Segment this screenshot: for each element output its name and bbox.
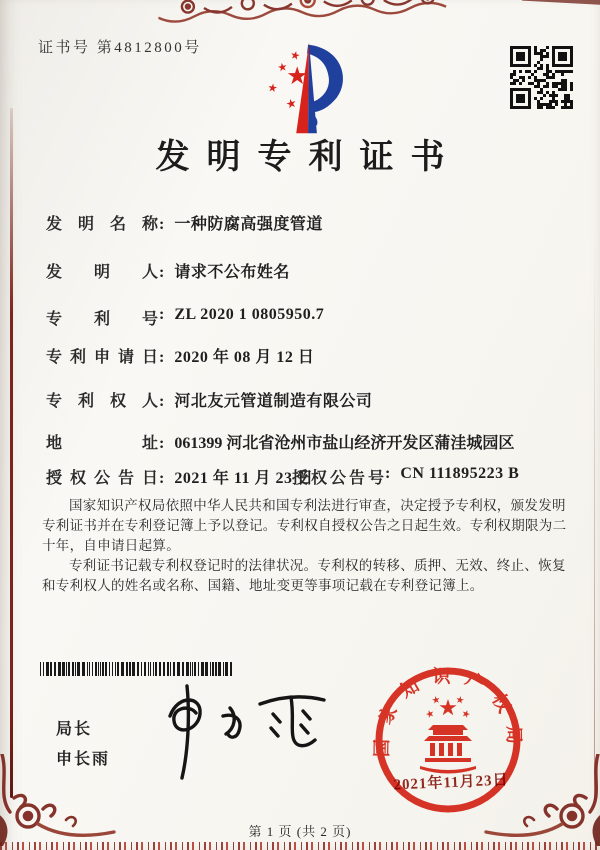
field-value: 河北友元管道制造有限公司 — [174, 393, 373, 410]
field-value: 2020 年 08 月 12 日 — [174, 349, 315, 366]
barcode-bar — [148, 662, 149, 676]
document-title: 发明专利证书 — [155, 139, 462, 176]
field-inventor — [46, 259, 290, 279]
legal-paragraph-2: 专利证书记载专利权登记时的法律状况。专利权的转移、质押、无效、终止、恢复和专利权人的姓名或名称、国籍、地址变更等事项记载在专利登记簿上。 — [42, 558, 566, 593]
field-grant — [46, 465, 520, 487]
barcode-bar — [190, 662, 191, 676]
barcode-bar — [192, 662, 193, 676]
barcode-bar — [201, 662, 204, 676]
barcode-bar — [170, 662, 171, 676]
field-value: CN 111895223 B — [400, 465, 520, 482]
colon: : — [159, 306, 165, 323]
barcode-bar — [68, 662, 70, 676]
field-label: 授权公告号 — [292, 470, 384, 487]
right-border-line — [594, 240, 596, 800]
barcode-bar — [50, 662, 52, 676]
barcode-bar — [62, 662, 65, 676]
top-right-border-fragment — [522, 0, 600, 5]
cnipa-logo-icon — [246, 38, 374, 138]
barcode-bar — [100, 662, 101, 676]
barcode-bar — [98, 662, 99, 676]
barcode-bar — [105, 662, 107, 676]
barcode-bar — [155, 662, 157, 676]
barcode — [40, 662, 240, 676]
colon: : — [159, 435, 165, 452]
field-label: 专利申请日 — [46, 349, 158, 366]
colon: : — [159, 470, 165, 487]
barcode-bar — [126, 662, 128, 676]
barcode-bar — [40, 662, 41, 676]
barcode-bar — [186, 662, 189, 676]
field-value: 061399 河北省沧州市盐山经济开发区蒲洼城园区 — [174, 435, 515, 452]
qr-code — [510, 46, 573, 109]
barcode-bar — [225, 662, 228, 676]
barcode-bar — [163, 662, 165, 676]
barcode-bar — [177, 662, 180, 676]
barcode-bar — [43, 662, 44, 676]
barcode-bar — [112, 662, 113, 676]
colon: : — [159, 264, 165, 281]
barcode-bar — [218, 662, 221, 676]
field-label: 授权公告日 — [46, 470, 158, 487]
barcode-bar — [109, 662, 110, 676]
barcode-bar — [230, 662, 232, 676]
top-border-ornament — [158, 0, 459, 26]
director-signature — [142, 676, 352, 788]
barcode-bar — [194, 662, 196, 676]
barcode-bar — [223, 662, 224, 676]
colon: : — [159, 393, 165, 410]
barcode-bar — [198, 662, 199, 676]
barcode-bar — [95, 662, 97, 676]
colon: : — [159, 349, 165, 366]
barcode-bar — [87, 662, 88, 676]
field-invention-name — [46, 211, 323, 231]
field-value: ZL 2020 1 0805950.7 — [174, 306, 325, 323]
field-label: 发明人 — [46, 264, 158, 281]
barcode-bar — [66, 662, 67, 676]
barcode-bar — [129, 662, 131, 676]
barcode-bar — [159, 662, 161, 676]
barcode-bar — [153, 662, 154, 676]
barcode-bar — [210, 662, 211, 676]
barcode-bar — [117, 662, 119, 676]
field-label: 地址 — [46, 435, 158, 452]
barcode-bar — [141, 662, 142, 676]
barcode-bar — [89, 662, 90, 676]
director-title: 局长 — [56, 721, 93, 738]
national-emblem-icon — [420, 695, 476, 773]
barcode-bar — [132, 662, 135, 676]
legal-text — [42, 496, 574, 596]
barcode-bar — [167, 662, 169, 676]
barcode-bar — [144, 662, 146, 676]
field-patentee — [46, 388, 372, 408]
barcode-bar — [46, 662, 49, 676]
barcode-bar — [150, 662, 151, 676]
barcode-bar — [58, 662, 61, 676]
barcode-bar — [121, 662, 124, 676]
barcode-bar — [102, 662, 104, 676]
seal-date-stamp: 2021年11月23日 — [393, 772, 509, 794]
barcode-bar — [212, 662, 214, 676]
legal-paragraph-1: 国家知识产权局依照中华人民共和国专利法进行审查，决定授予专利权，颁发发明专利证书并在专利登记簿上予以登记。专利权自授权公告之日起生效。专利权期限为二十年，自申请日起算。 — [42, 498, 567, 553]
field-grant-number — [292, 465, 519, 488]
barcode-bar — [173, 662, 175, 676]
field-patent-number — [46, 306, 324, 326]
colon: : — [159, 216, 165, 233]
certificate-number: 证书号 第4812800号 — [38, 40, 202, 56]
field-label: 专利权人 — [46, 393, 158, 410]
barcode-bar — [77, 662, 80, 676]
field-filing-date — [46, 344, 314, 364]
field-label: 专利号 — [46, 311, 158, 328]
field-value: 2021 年 11 月 23 日 — [174, 470, 314, 487]
barcode-bar — [82, 662, 85, 676]
barcode-bar — [205, 662, 208, 676]
left-border-line — [10, 108, 13, 798]
colon: : — [385, 465, 391, 482]
seal-org-text: 国家知识产权局 — [372, 666, 524, 758]
barcode-bar — [182, 662, 184, 676]
barcode-bar — [215, 662, 217, 676]
field-value: 请求不公布姓名 — [174, 264, 290, 281]
director-name: 申长雨 — [56, 751, 111, 768]
barcode-bar — [115, 662, 116, 676]
field-address — [46, 430, 514, 450]
barcode-bar — [75, 662, 76, 676]
page-footer: 第 1 页 (共 2 页) — [248, 824, 352, 839]
barcode-bar — [54, 662, 56, 676]
barcode-bar — [137, 662, 139, 676]
barcode-bar — [72, 662, 74, 676]
field-value: 一种防腐高强度管道 — [174, 216, 323, 233]
barcode-bar — [92, 662, 93, 676]
field-label: 发明名称 — [46, 216, 158, 233]
